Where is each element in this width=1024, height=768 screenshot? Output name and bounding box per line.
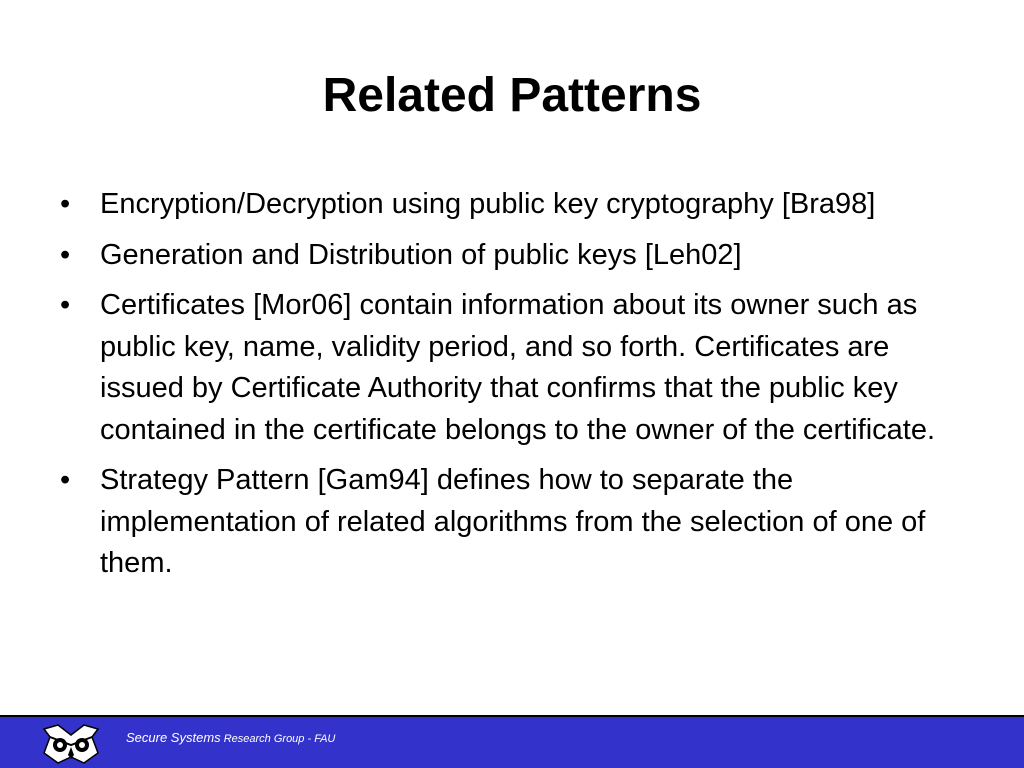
- bullet-text: Certificates [Mor06] contain information about its owner such as public key, name, validity period, and so forth. Certificates are issued by Certificate Authority that confirms that the public key contained in the certificate belongs to the owner of the certificate.: [100, 289, 936, 446]
- bullet-text: Encryption/Decryption using public key cryptography [Bra98]: [100, 188, 876, 220]
- bullet-item: [58, 184, 958, 226]
- bullet-text: Generation and Distribution of public keys [Leh02]: [100, 238, 742, 271]
- owl-logo-icon: [40, 723, 102, 765]
- bullet-dot-icon: •: [60, 188, 71, 220]
- footer-caption: [126, 730, 335, 745]
- bullet-item: [58, 460, 958, 585]
- footer-bar: [0, 715, 1024, 768]
- bullet-text: Strategy Pattern [Gam94] defines how to separate the implementation of related algorithms from the selection of one of them.: [100, 464, 926, 579]
- bullet-dot-icon: •: [60, 464, 71, 496]
- bullet-dot-icon: •: [60, 238, 71, 271]
- bullet-item: [58, 235, 958, 277]
- bullet-item: [58, 285, 958, 451]
- slide-title: Related Patterns: [322, 69, 702, 122]
- footer-group-name: Secure Systems: [126, 730, 221, 745]
- bullet-list: [58, 184, 958, 594]
- footer-group-suffix: Research Group - FAU: [220, 733, 336, 745]
- bullet-dot-icon: •: [60, 289, 71, 321]
